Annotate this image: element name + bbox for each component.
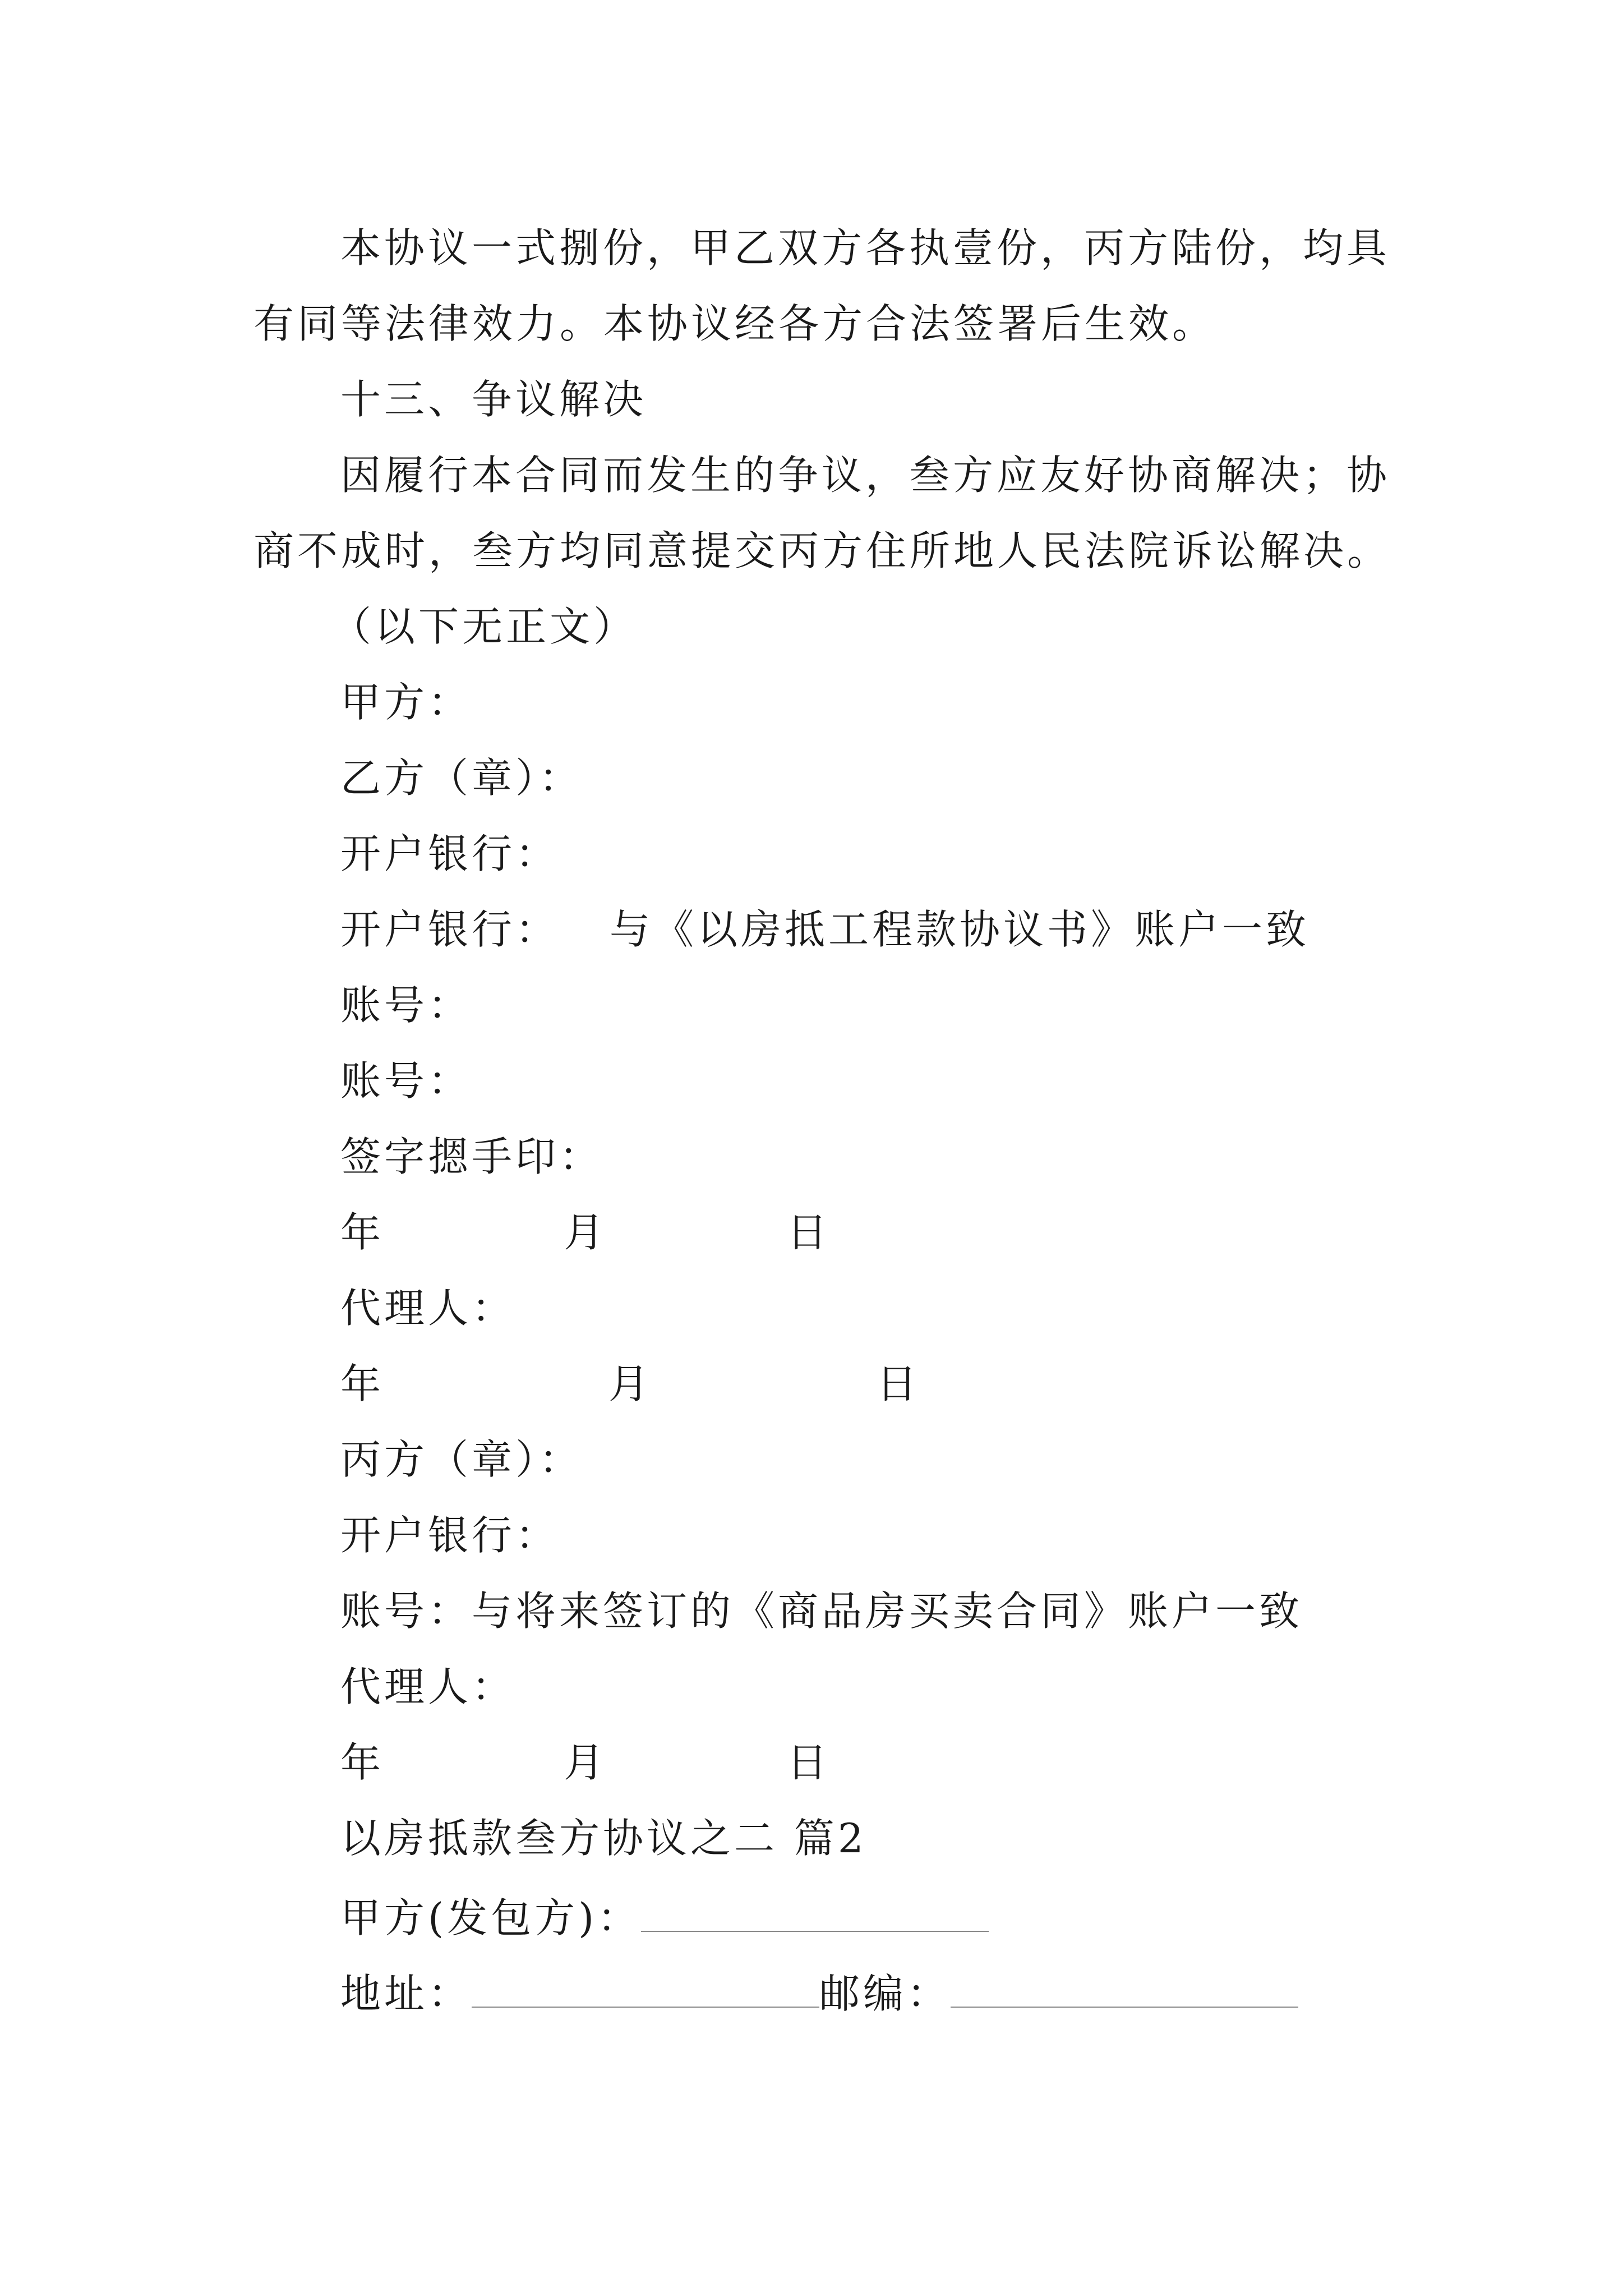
no-further-text-note: （以下无正文） — [331, 603, 638, 650]
date-row-3 — [340, 1734, 831, 1791]
postcode-blank-line — [951, 1962, 1298, 2008]
account-label-2: 账号： — [340, 1057, 472, 1105]
date-year: 年 — [340, 1739, 385, 1786]
section-heading-dispute: 十三、争议解决 — [340, 376, 647, 423]
date-month: 月 — [608, 1360, 653, 1407]
account-row-3 — [340, 1583, 1303, 1639]
address-label: 地址： — [340, 1970, 472, 2017]
bank-label-2: 开户银行： — [340, 906, 560, 953]
paragraph-dispute-line-2: 商不成时，叁方均同意提交丙方住所地人民法院诉讼解决。 — [253, 527, 1391, 574]
contractor-row — [340, 1886, 989, 1946]
postcode-label: 邮编： — [819, 1970, 951, 2017]
date-day: 日 — [787, 1739, 831, 1786]
contractor-blank-line — [641, 1886, 989, 1932]
agent-label-2: 代理人： — [340, 1663, 516, 1710]
date-row-2 — [340, 1356, 920, 1412]
agent-label-1: 代理人： — [340, 1285, 516, 1332]
address-row — [340, 1962, 1298, 2022]
paragraph-dispute-line-1: 因履行本合同而发生的争议，叁方应友好协商解决；协 — [340, 452, 1391, 499]
paragraph-copies-line-1: 本协议一式捌份，甲乙双方各执壹份，丙方陆份，均具 — [340, 224, 1391, 272]
bank-label-3: 开户银行： — [340, 1512, 560, 1559]
bank-label-1: 开户银行： — [340, 830, 560, 877]
date-day: 日 — [877, 1360, 921, 1407]
party-a-label: 甲方： — [340, 679, 472, 726]
account-label-3: 账号： — [340, 1588, 472, 1635]
date-row-1 — [340, 1204, 831, 1260]
date-month: 月 — [564, 1209, 608, 1256]
signature-thumbprint-label: 签字摁手印： — [340, 1133, 603, 1180]
date-year: 年 — [340, 1360, 385, 1407]
date-month: 月 — [564, 1739, 608, 1786]
date-year: 年 — [340, 1209, 385, 1256]
paragraph-copies-line-2: 有同等法律效力。本协议经各方合法签署后生效。 — [253, 300, 1216, 347]
address-blank-line — [472, 1962, 819, 2008]
account-label-1: 账号： — [340, 982, 472, 1029]
account-value-3: 与将来签订的《商品房买卖合同》账户一致 — [472, 1588, 1303, 1635]
bank-value-2: 与《以房抵工程款协议书》账户一致 — [610, 906, 1310, 953]
bank-row-2 — [340, 901, 1310, 958]
article-2-title: 以房抵款叁方协议之二 篇2 — [340, 1815, 867, 1862]
date-day: 日 — [787, 1209, 831, 1256]
party-c-label: 丙方（章）： — [340, 1436, 583, 1483]
contractor-label: 甲方(发包方)： — [340, 1894, 642, 1941]
party-b-label: 乙方（章）： — [340, 754, 583, 802]
